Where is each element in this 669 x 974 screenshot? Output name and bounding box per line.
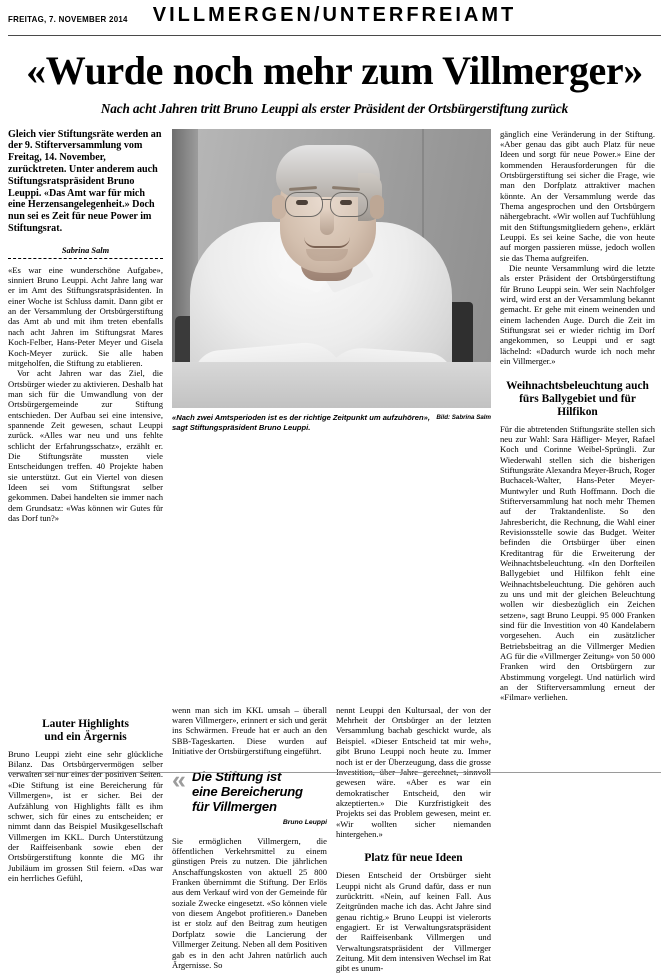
pull-quote-line-3: für Villmergen: [192, 799, 277, 815]
article-lead: Gleich vier Stiftungsräte werden an der 9. Stifterversammlung vom Freitag, 14. November, zurücktreten. Unter anderem auch Stiftungsratspräsident Bruno Leuppi. «Das Amt war für mich eine Herzensangelegenheit.» Doch nun sei es Zeit für neue Power im Stiftungsrat.: [8, 128, 162, 234]
heading-line-1: Weihnachtsbeleuchtung auch: [506, 379, 649, 392]
byline-divider: [8, 258, 163, 259]
photo-ear-left: [272, 195, 286, 219]
quote-mark-icon: «: [172, 765, 183, 794]
photo-eye-left: [296, 200, 308, 205]
page-bottom-divider: [8, 772, 661, 773]
section-heading-highlights: [8, 718, 163, 744]
column-one-top: [8, 129, 163, 524]
column-two: [172, 705, 327, 970]
photo-caption: «Nach zwei Amtsperioden ist es der richtige Zeitpunkt um aufzuhören», sagt Stiftungspräsident Bruno Leuppi.: [172, 412, 430, 432]
pull-quote-line-1: Die Stiftung ist: [192, 768, 282, 784]
heading-line-2: fürs Ballygebiet und für Hilfikon: [519, 392, 636, 418]
photo-glasses-bridge: [321, 199, 331, 201]
photo-caption-row: [172, 413, 491, 433]
paragraph: wenn man sich im KKL umsah – überall waren Villmerger», erinnert er sich und gerät ins Schwärmen. Freude hat er auch an den SBB-Tageskarten. Diese wurden auf Initiative der Ortsbürgerstiftung eingeführt.: [172, 704, 327, 757]
pull-quote-line-2: eine Bereicherung: [192, 783, 303, 799]
masthead-divider: [8, 35, 661, 36]
photo-nose: [320, 209, 334, 235]
article-byline: Sabrina Salm: [61, 245, 110, 255]
section-heading-platz: Platz für neue Ideen: [364, 852, 463, 865]
top-column-region: [8, 129, 661, 703]
paragraph: gänglich eine Veränderung in der Stiftung. «Aber genau das gibt auch Platz für neue Ideen und sorgt für neue Power.» Eine der kommenden Herausforderungen für die Ortsbürgerstiftung sei sicher die Frage, wie man den Dorfplatz attraktiver machen könnte. An der Versammlung werde das Thema angesprochen und den Ortsbürgern nähergebracht. «Wir wollen auf Tuchfühlung mit den Stiftungsmitgliedern gehen», erklärt Leuppi. Es sei keine Sache, die von heute auf morgen passieren müsse, jedoch wollen sie das Thema aufgreifen.: [500, 128, 655, 263]
paragraph: Diesen Entscheid der Ortsbürger sieht Leuppi nicht als Grund dafür, dass er nun zurücktritt. «Nein, auf keinen Fall. Aus Zeitgründen mache ich das. Acht Jahre sind genau richtig.» Bruno Leuppi ist vielerorts engagiert. Er ist Verwaltungsratspräsident der Raiffeisenbank Villmergen und Verwaltungsratspräsident der Villmerger Zeitung. Mit dem intensiven Wechsel im Rat gibt es unum-: [336, 870, 491, 974]
pull-quote-attribution: Bruno Leuppi: [282, 818, 327, 826]
pull-quote: [172, 765, 327, 826]
masthead-date: FREITAG, 7. NOVEMBER 2014: [8, 14, 128, 24]
pull-quote-text: [192, 769, 327, 815]
column-four: [500, 129, 655, 703]
article-subheadline: Nach acht Jahren tritt Bruno Leuppi als erster Präsident der Ortsbürgerstiftung zurück: [100, 100, 569, 116]
heading-line-1: Lauter Highlights: [42, 717, 129, 730]
column-three: [336, 705, 491, 974]
heading-line-2: und ein Ärgernis: [44, 730, 127, 743]
paragraph: nennt Leuppi den Kultursaal, der von der Mehrheit der Ortsbürger an der letzten Versammlung bachab geschickt wurde, als Beispiel. «Dieser Entscheid tat mir weh», gibt Bruno Leuppi noch heute zu. Immer noch ist er der Überzeugung, dass die grosse Investition, über Jahre gerechnet, sinnvoll gewesen wäre. «Aber es war ein demokratischer Entscheid, den wir akzeptierten.» Die Kurzfristigkeit des Projekts sei das Problem gewesen, meint er. «Wir wollten sicher niemanden hintergehen.»: [336, 704, 491, 839]
paragraph: Die neunte Versammlung wird die letzte als erster Präsident der Ortsbürgerstiftung für Bruno Leuppi sein. Wer sein Nachfolger wird, wird erst an der Versammlung bekannt gemacht. Er gehe mit einem weinenden und einem lachenden Auge. Durch die Zeit im Stiftungsrat sei er wieder richtig im Dorf angekommen, so Leuppi und er sagt lächelnd: «Dadurch wurde ich noch mehr ein Villmerger.»: [500, 263, 655, 367]
masthead-section-title: VILLMERGEN/UNTERFREIAMT: [152, 4, 517, 26]
photo-block: [172, 129, 491, 433]
photo-credit: Bild: Sabrina Salm: [436, 413, 491, 421]
masthead: [8, 0, 661, 34]
photo-table: [172, 362, 491, 408]
paragraph: Sie ermöglichen Villmergern, die öffentlichen Verkehrsmittel zu einem günstigen Preis zu nutzen. Die jährlichen Anschaffungskosten von aktuell 25 800 Franken übernimmt die Stiftung. Der Erlös aus dem Verkauf wird von der Gemeinde für soziale Zwecke eingesetzt. «So können viele von diesem Angebot profitieren.» Daneben ist er stolz auf den Beitrag zum heutigen Dorfplatz sowie die Lancierung der Villmerger Zeitung. Neben all dem Positiven gab es in den acht Jahren natürlich auch Ärgernisse. So: [172, 835, 327, 970]
paragraph: Bruno Leuppi zieht eine sehr glückliche Bilanz. Das Ortsbürgervermögen selber verwalten sei nur eines der positiven Seiten. «Die Stiftung ist eine Bereicherung für Villmergen», ist er sicher. Bei der Aufzählung von Highlights fällt es ihm schwer, sich für eines zu entscheiden; er nimmt dann das Beispiel Musikgesellschaft Villmergen im KKL. Durch Unterstützung der Raiffeisenbank sowie eben der Ortsbürgerstiftung konnte die MG ihr Jubiläum im grossen Stil feiern. «Das war ein herrliches Gefühl,: [8, 748, 163, 883]
lower-column-region: [8, 705, 661, 974]
photo-chin: [306, 249, 348, 261]
paragraph: Für die abtretenden Stiftungsräte stellen sich neu zur Wahl: Sara Häfliger- Meyer, Rafael Koch und Corinne Weibel-Sprüngli. Zur Wiederwahl stellen sich die bisherigen Stiftungsräte Alexandra Meyer-Bruch, Roger Buchacek-Walter, Hans-Peter Meyer-Muntwyler und Ruth Hoffmann. Doch die Stifterversammlung hat noch mehr Themen auf der Traktandenliste. So den Jahresbericht, die Rechnung, die Wahl einer Revisionsstelle sowie das Budget. Weiter befinden die Ortsbürger über einen Kreditantrag für die Erweiterung der Weihnachtsbeleuchtung. «In den Dorfteilen Ballygebiet und Hilfikon fehlt eine Weihnachtsbeleuchtung. Die gehören auch zu uns und mit der gleichen Beleuchtung wollen wir diesbezüglich ein Zeichen setzen», sagt Bruno Leuppi. 95 000 Franken sind für die Investition von 40 Kandelabern vorgesehen. Auch ein zusätzlicher Betriebsbeitrag an die Villmerger Medien AG für die «Villmerger Zeitung» von 50 000 Franken wird den Ortsbürgern zur Abstimmung vorgelegt. Und natürlich wird an der Stifterversammlung erneut der «Filmar» verliehen.: [500, 423, 655, 703]
article-photo: [172, 129, 491, 408]
photo-ear-right: [370, 195, 384, 219]
article-headline: «Wurde noch mehr zum Villmerger»: [26, 48, 643, 93]
photo-mouth: [304, 237, 350, 248]
paragraph: Vor acht Jahren war das Ziel, die Ortsbürger wieder zu aktivieren. Deshalb hat man sich für die Umwandlung von der Ortsbürgergemeinde zur Stiftung entschieden. Der Aufbau sei eine intensive, spannende Zeit gewesen, schaut Leuppi zurück. «Alles war neu und uns fehlte schlicht der Erfahrungsschatz», erzählt er. Die Stiftungsräte mussten viele Entscheidungen treffen. 40 Projekte haben sie unterstützt. Gut ein Viertel von diesen Ideen sei vom Stiftungsrat selber gekommen. Dabei handelten sie immer nach dem Grundsatz: «Was können wir Gutes für das Dorf tun?»: [8, 368, 163, 524]
column-one-bottom: [8, 705, 163, 883]
paragraph: «Es war eine wunderschöne Aufgabe», sinniert Bruno Leuppi. Acht Jahre lang war er im Amt des Stiftungsratspräsidenten. In einer Woche ist Schluss damit. Dann gibt er an der Versammlung der Ortsbürgerstiftung das Amt ab und mit ihm treten ebenfalls nach acht Jahren im Stiftungsrat Mares Koch-Felber, Hans-Peter Meyer und Gisela Koch-Meyer zurück. Sie alle haben mitgeholfen, die Stiftung zu etablieren.: [8, 264, 163, 368]
section-heading-weihnachtsbeleuchtung: [500, 380, 655, 419]
photo-eye-right: [340, 200, 352, 205]
